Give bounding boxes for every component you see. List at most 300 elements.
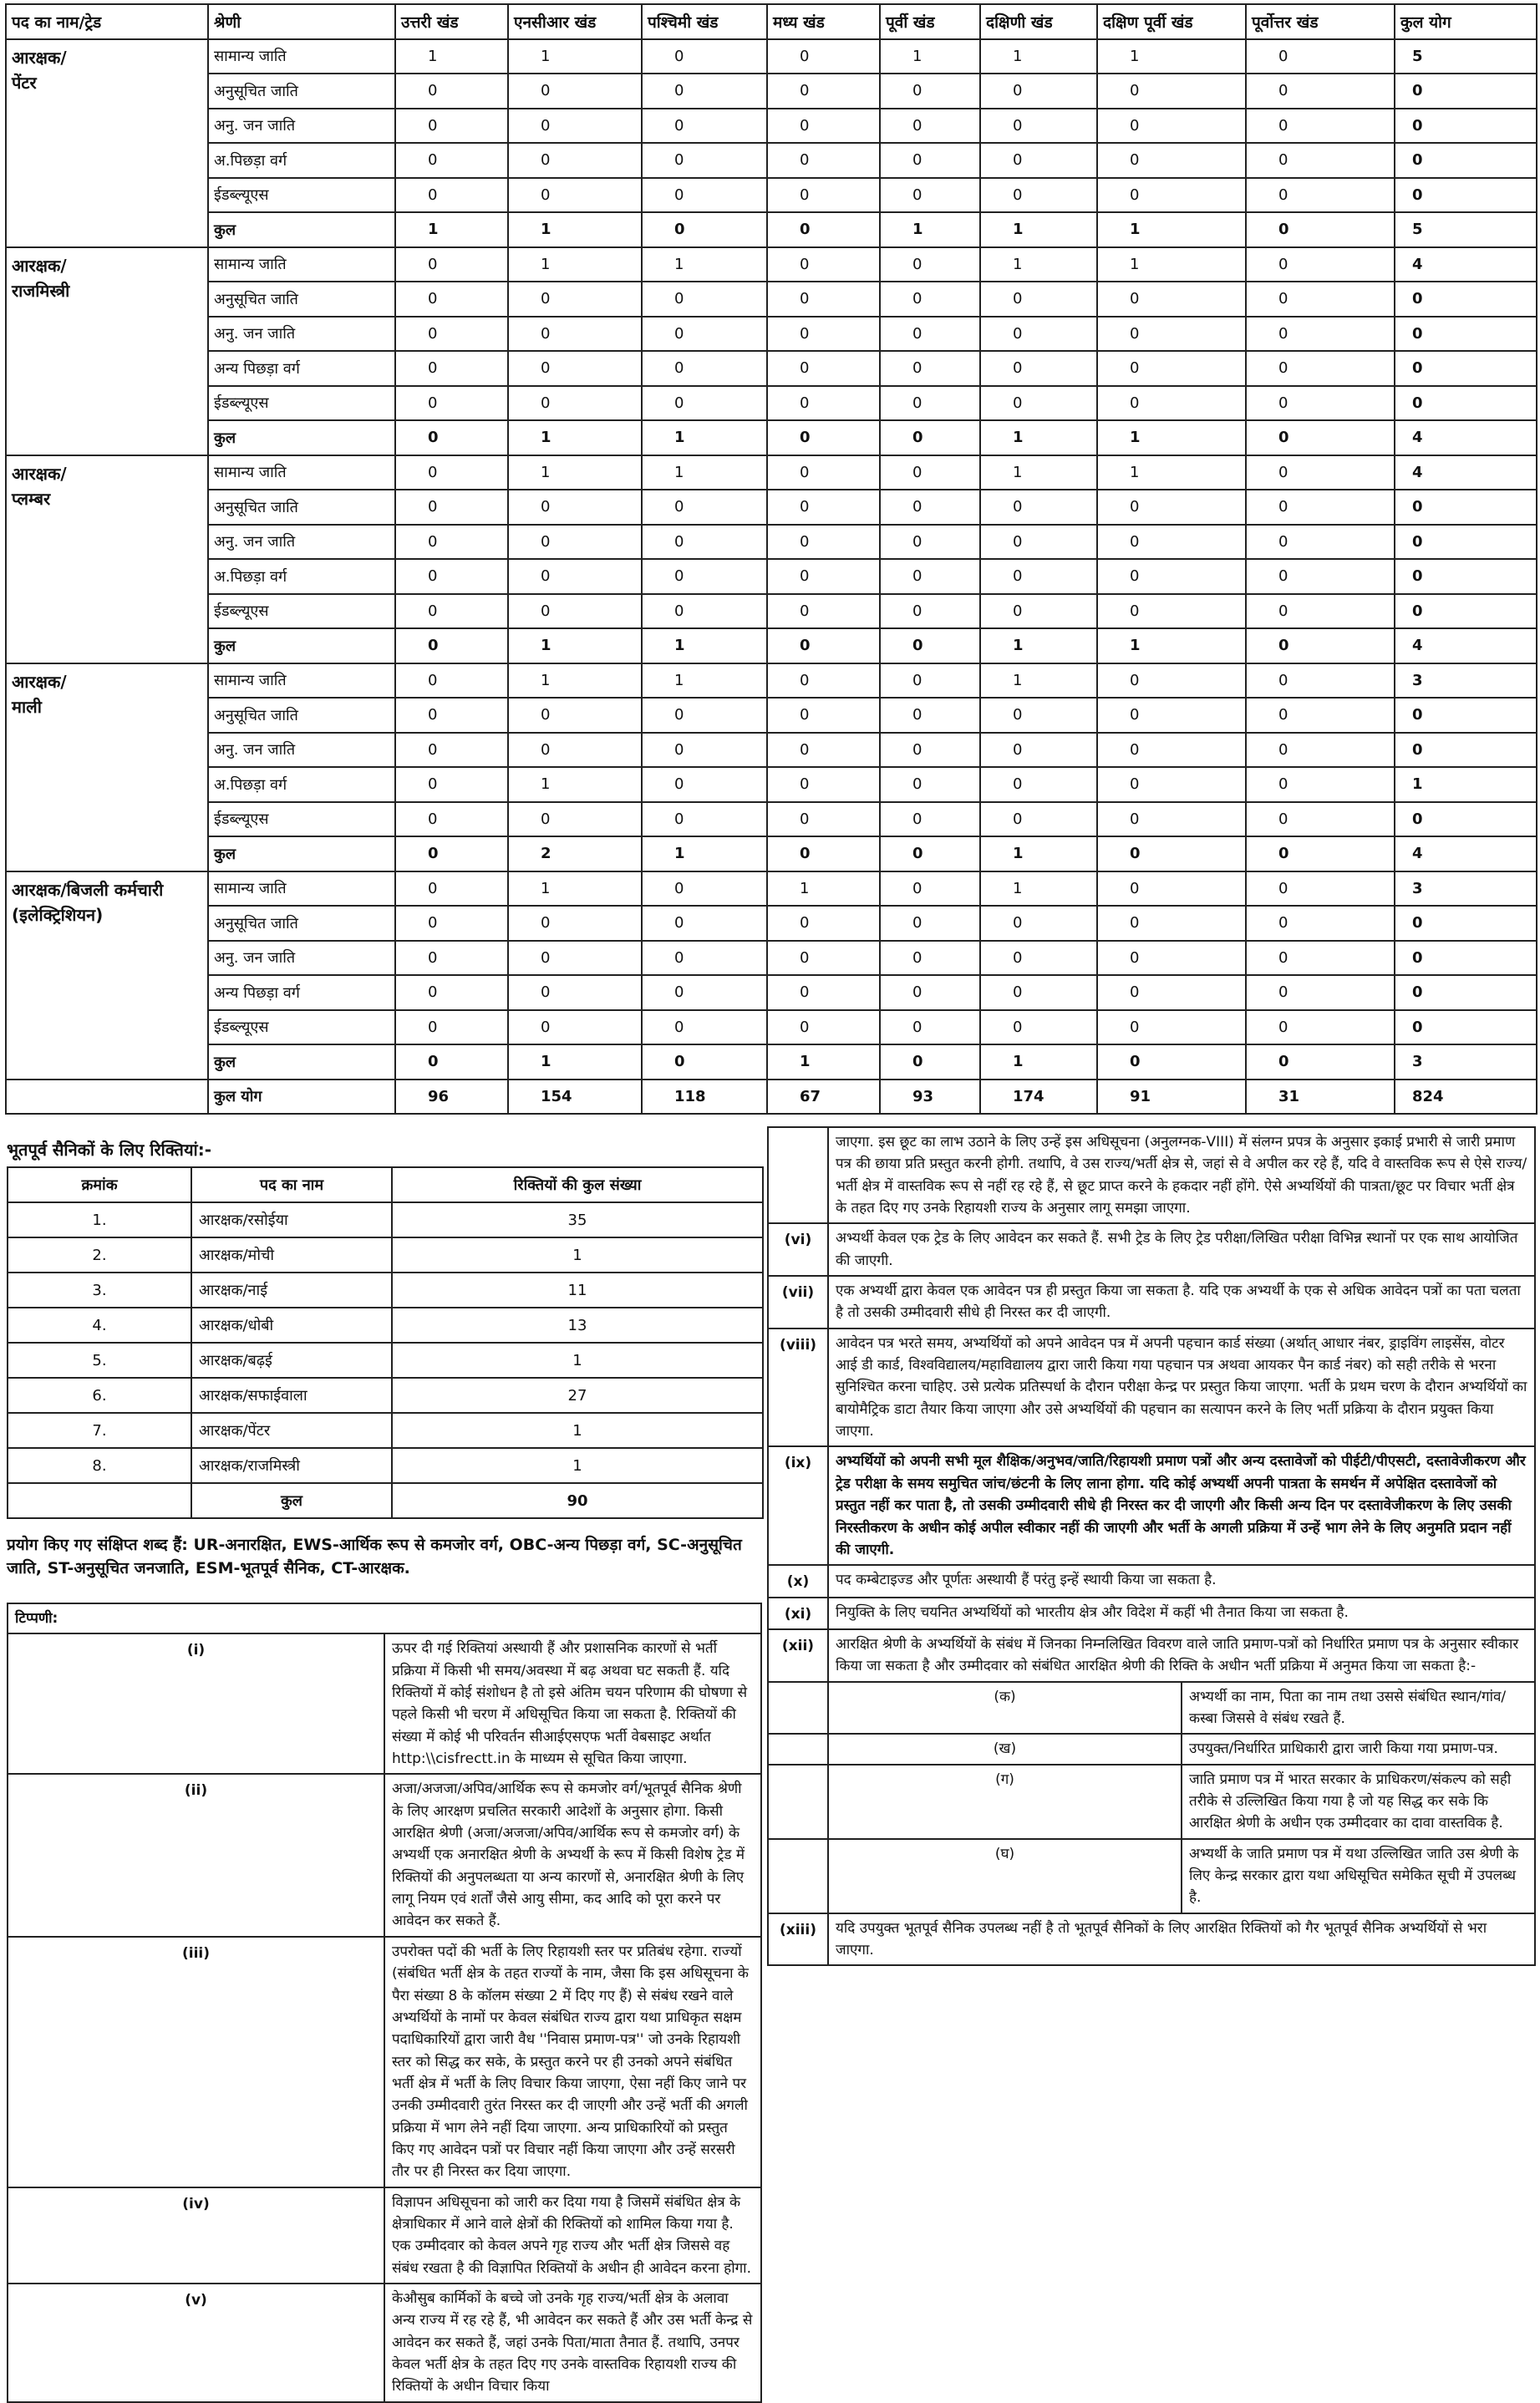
row-total-cell: 0 [1395,802,1537,837]
esm-post-cell: आरक्षक/मोची [191,1237,392,1273]
count-cell: 0 [980,1010,1097,1045]
count-cell: 0 [880,1010,980,1045]
count-cell: 0 [1246,906,1395,941]
esm-row [8,1343,763,1378]
table-row [6,767,1537,802]
count-cell: 1 [767,871,880,907]
post-name-cell [6,663,208,871]
notes-right-table [767,1126,1536,1966]
count-cell: 0 [880,109,980,144]
row-total-cell: 0 [1395,178,1537,213]
count-cell: 0 [642,39,767,74]
count-cell: 0 [767,1010,880,1045]
count-cell: 1 [508,663,642,699]
count-cell: 1 [508,871,642,907]
count-cell: 0 [395,525,508,560]
post-name-cell [6,871,208,1080]
category-cell: अनुसूचित जाति [208,74,395,109]
count-cell: 0 [395,386,508,421]
count-cell: 0 [880,317,980,352]
count-cell: 0 [508,386,642,421]
row-total-cell: 0 [1395,975,1537,1010]
count-cell: 0 [1097,836,1246,871]
count-cell: 0 [395,351,508,386]
count-cell: 0 [1097,525,1246,560]
count-cell: 0 [1097,941,1246,976]
count-cell: 0 [642,906,767,941]
count-cell: 0 [880,975,980,1010]
count-cell: 0 [880,802,980,837]
count-cell: 0 [395,559,508,594]
category-cell: कुल [208,212,395,247]
post-name-line: प्लम्बर [12,488,51,509]
post-name-line: आरक्षक/ [12,47,67,68]
row-total-cell: 0 [1395,906,1537,941]
count-cell: 0 [508,317,642,352]
count-cell: 0 [642,212,767,247]
esm-header-post: पद का नाम [191,1167,392,1202]
post-name-line: पेंटर [12,72,37,93]
esm-vacancy-table [7,1166,764,1519]
count-cell: 0 [642,941,767,976]
category-cell: अनु. जन जाति [208,733,395,768]
count-cell: 0 [767,247,880,282]
count-cell: 0 [880,906,980,941]
row-total-cell: 0 [1395,1010,1537,1045]
count-cell: 0 [880,836,980,871]
table-row [6,282,1537,317]
count-cell: 0 [395,109,508,144]
count-cell: 0 [1097,490,1246,525]
column-header: कुल योग [1395,4,1537,39]
note-number: (iii) [8,1937,384,2187]
grand-total-cell: 67 [767,1080,880,1115]
count-cell: 0 [980,74,1097,109]
count-cell: 0 [1246,212,1395,247]
count-cell: 0 [1097,386,1246,421]
count-cell: 0 [980,975,1097,1010]
column-header: श्रेणी [208,4,395,39]
count-cell: 0 [767,941,880,976]
count-cell: 0 [395,767,508,802]
note-row [8,2187,761,2284]
count-cell: 0 [642,74,767,109]
subtotal-row [6,628,1537,663]
note-sub-row [768,1765,1535,1839]
count-cell: 0 [508,109,642,144]
count-cell: 0 [1246,525,1395,560]
count-cell: 0 [1246,109,1395,144]
note-number: (vi) [768,1223,828,1276]
table-row [6,941,1537,976]
count-cell: 0 [880,455,980,490]
count-cell: 1 [508,767,642,802]
esm-post-cell: आरक्षक/पेंटर [191,1413,392,1448]
count-cell: 0 [395,1010,508,1045]
post-name-line: आरक्षक/ [12,463,67,484]
count-cell: 0 [642,525,767,560]
count-cell: 1 [980,871,1097,907]
count-cell: 0 [508,941,642,976]
count-cell: 0 [395,282,508,317]
esm-serial-cell: 6. [8,1378,191,1413]
count-cell: 0 [767,178,880,213]
count-cell: 0 [980,906,1097,941]
count-cell: 0 [980,802,1097,837]
count-cell: 1 [395,39,508,74]
count-cell: 0 [767,698,880,733]
count-cell: 0 [395,906,508,941]
table-row [6,698,1537,733]
note-number: (viii) [768,1329,828,1447]
count-cell: 0 [642,871,767,907]
count-cell: 0 [395,1044,508,1080]
count-cell: 1 [980,247,1097,282]
category-cell: कुल [208,836,395,871]
count-cell: 1 [508,628,642,663]
table-row [6,386,1537,421]
note-sub-text: उपयुक्त/निर्धारित प्राधिकारी द्वारा जारी किया गया प्रमाण-पत्र. [1182,1734,1535,1764]
esm-row [8,1448,763,1483]
count-cell: 0 [1246,455,1395,490]
count-cell: 0 [1097,767,1246,802]
row-total-cell: 4 [1395,455,1537,490]
count-cell: 0 [1246,39,1395,74]
count-cell: 0 [508,802,642,837]
esm-post-cell: आरक्षक/सफाईवाला [191,1378,392,1413]
count-cell: 0 [880,525,980,560]
note-sub-number: (ग) [828,1765,1182,1839]
count-cell: 0 [508,490,642,525]
table-row [6,559,1537,594]
count-cell: 0 [980,594,1097,629]
count-cell: 0 [880,871,980,907]
count-cell: 0 [767,109,880,144]
category-cell: अनु. जन जाति [208,941,395,976]
count-cell: 0 [642,802,767,837]
column-header: मध्य खंड [767,4,880,39]
post-name-line: माली [12,696,42,717]
count-cell: 1 [1097,247,1246,282]
table-row [6,455,1537,490]
note-row [768,1629,1535,1682]
count-cell: 0 [1097,351,1246,386]
table-row [6,74,1537,109]
category-cell: अन्य पिछड़ा वर्ग [208,975,395,1010]
esm-count-cell: 1 [392,1413,763,1448]
esm-count-cell: 35 [392,1202,763,1237]
note-row [768,1127,1535,1223]
count-cell: 0 [395,143,508,178]
count-cell: 0 [1246,490,1395,525]
count-cell: 1 [980,628,1097,663]
table-row [6,317,1537,352]
count-cell: 0 [880,663,980,699]
count-cell: 0 [395,628,508,663]
note-row [768,1276,1535,1329]
category-cell: अनुसूचित जाति [208,906,395,941]
row-total-cell: 0 [1395,109,1537,144]
count-cell: 0 [880,1044,980,1080]
table-row [6,802,1537,837]
note-row [768,1329,1535,1447]
count-cell: 1 [880,39,980,74]
esm-serial-cell: 7. [8,1413,191,1448]
grand-total-cell: 154 [508,1080,642,1115]
count-cell: 0 [767,559,880,594]
esm-row [8,1202,763,1237]
count-cell: 1 [980,420,1097,455]
note-sub-blank [768,1682,828,1735]
post-name-line: राजमिस्त्री [12,280,70,301]
row-total-cell: 5 [1395,212,1537,247]
count-cell: 0 [767,143,880,178]
count-cell: 0 [980,282,1097,317]
count-cell: 0 [642,1044,767,1080]
row-total-cell: 0 [1395,143,1537,178]
esm-row [8,1378,763,1413]
count-cell: 1 [980,39,1097,74]
count-cell: 1 [642,836,767,871]
post-name-cell [6,247,208,455]
table-row [6,490,1537,525]
count-cell: 0 [642,733,767,768]
esm-serial-cell: 2. [8,1237,191,1273]
count-cell: 0 [1246,663,1395,699]
vacancy-table [5,3,1537,1115]
count-cell: 1 [395,212,508,247]
count-cell: 0 [767,594,880,629]
count-cell: 0 [642,317,767,352]
esm-header-row [8,1167,763,1202]
note-sub-blank [768,1839,828,1913]
count-cell: 0 [395,802,508,837]
esm-serial-cell: 3. [8,1273,191,1308]
row-total-cell: 4 [1395,247,1537,282]
category-cell: कुल [208,420,395,455]
count-cell: 0 [1246,941,1395,976]
count-cell: 0 [1097,282,1246,317]
esm-serial-cell: 5. [8,1343,191,1378]
row-total-cell: 4 [1395,836,1537,871]
row-total-cell: 0 [1395,351,1537,386]
row-total-cell: 0 [1395,386,1537,421]
esm-row [8,1237,763,1273]
note-row [768,1446,1535,1565]
count-cell: 0 [1097,74,1246,109]
column-header: पद का नाम/ट्रेड [6,4,208,39]
count-cell: 0 [642,767,767,802]
count-cell: 0 [767,836,880,871]
count-cell: 0 [508,733,642,768]
table-row [6,39,1537,74]
count-cell: 2 [508,836,642,871]
esm-post-cell: आरक्षक/बढ़ई [191,1343,392,1378]
column-header: उत्तरी खंड [395,4,508,39]
esm-post-cell: आरक्षक/राजमिस्त्री [191,1448,392,1483]
count-cell: 0 [1246,767,1395,802]
category-cell: अनु. जन जाति [208,525,395,560]
row-total-cell: 3 [1395,1044,1537,1080]
note-text: आवेदन पत्र भरते समय, अभ्यर्थियों को अपने आवेदन पत्र में अपनी पहचान कार्ड संख्या (अर्थात् आधार नंबर, ड्राइविंग लाइसेंस, वोटर आई डी कार्ड, विश्वविद्यालय/महाविद्यालय द्वारा जारी किया गया पहचान पत्र अथवा आयकर पैन कार्ड नंबर) को सही तरीके से भरना सुनिश्चित करना चाहिए. उसे प्रत्येक प्रतिस्पर्धा के दौरान परीक्षा केन्द्र पर प्रस्तुत किया जाएगा. भर्ती के प्रथम चरण के दौरान अभ्यर्थियों का बायोमैट्रिक डाटा तैयार किया जाएगा और उसे अभ्यर्थियों की पहचान का सत्यापन करने के लिए भर्ती प्रक्रिया के दौरान प्रयुक्त किया जाएगा. [828,1329,1535,1447]
count-cell: 0 [980,386,1097,421]
count-cell: 0 [395,178,508,213]
note-sub-row [768,1734,1535,1764]
count-cell: 0 [980,733,1097,768]
count-cell: 0 [1097,906,1246,941]
count-cell: 0 [1246,143,1395,178]
note-number [768,1127,828,1223]
note-sub-blank [768,1734,828,1764]
grand-total-cell: 96 [395,1080,508,1115]
post-name-line: आरक्षक/ [12,671,67,692]
count-cell: 0 [395,733,508,768]
row-total-cell: 4 [1395,420,1537,455]
note-text: उपरोक्त पदों की भर्ती के लिए रिहायशी स्तर पर प्रतिबंध रहेगा. राज्यों (संबंधित भर्ती क्षेत्र के तहत राज्यों के नाम, जैसा कि इस अधिसूचना के पैरा संख्या 8 के कॉलम संख्या 2 में दिए गए हैं) से संबंध रखने वाले अभ्यर्थियों के नामों पर केवल संबंधित राज्य द्वारा यथा प्राधिकृत सक्षम पदाधिकारियों द्वारा जारी वैध ''निवास प्रमाण-पत्र'' जो उनके रिहायशी स्तर को सिद्ध कर सके, के प्रस्तुत करने पर ही उनको अपने संबंधित भर्ती क्षेत्र में भर्ती के लिए विचार किया जाएगा, ऐसा नहीं किए जाने पर उनकी उम्मीदवारी तुरंत निरस्त कर दी जाएगी और उन्हें भर्ती की अगली प्रक्रिया में भाग लेने नहीं दिया जाएगा. अन्य प्राधिकारियों को प्रस्तुत किए गए आवेदन पत्रों पर विचार नहीं किया जाएगा और उन्हें सरसरी तौर पर ही निरस्त कर दिया जाएगा. [384,1937,761,2187]
count-cell: 1 [508,39,642,74]
count-cell: 0 [767,525,880,560]
count-cell: 0 [1246,420,1395,455]
count-cell: 0 [880,698,980,733]
grand-total-cell: 31 [1246,1080,1395,1115]
row-total-cell: 0 [1395,490,1537,525]
table-row [6,247,1537,282]
count-cell: 0 [880,628,980,663]
row-total-cell: 1 [1395,767,1537,802]
category-cell: ईडब्ल्यूएस [208,1010,395,1045]
esm-post-cell: आरक्षक/रसोईया [191,1202,392,1237]
count-cell: 0 [980,941,1097,976]
column-header: एनसीआर खंड [508,4,642,39]
count-cell: 1 [642,247,767,282]
note-text: यदि उपयुक्त भूतपूर्व सैनिक उपलब्ध नहीं है तो भूतपूर्व सैनिकों के लिए आरक्षित रिक्तियों को गैर भूतपूर्व सैनिक अभ्यर्थियों से भरा जाएगा. [828,1913,1535,1966]
table-row [6,733,1537,768]
count-cell: 0 [395,420,508,455]
count-cell: 0 [508,698,642,733]
count-cell: 0 [767,906,880,941]
count-cell: 0 [767,975,880,1010]
note-row [768,1565,1535,1597]
category-cell: अनु. जन जाति [208,109,395,144]
count-cell: 0 [1097,663,1246,699]
note-sub-number: (घ) [828,1839,1182,1913]
note-number: (xii) [768,1629,828,1682]
count-cell: 0 [1097,143,1246,178]
count-cell: 0 [642,109,767,144]
count-cell: 0 [880,941,980,976]
note-text: अभ्यर्थी केवल एक ट्रेड के लिए आवेदन कर सकते हैं. सभी ट्रेड के लिए ट्रेड परीक्षा/लिखित परीक्षा विभिन्न स्थानों पर एक साथ आयोजित की जाएगी. [828,1223,1535,1276]
count-cell: 0 [1246,802,1395,837]
note-text: नियुक्ति के लिए चयनित अभ्यर्थियों को भारतीय क्षेत्र और विदेश में कहीं भी तैनात किया जा सकता है. [828,1598,1535,1629]
note-sub-number: (ख) [828,1734,1182,1764]
count-cell: 0 [980,109,1097,144]
count-cell: 0 [642,698,767,733]
post-name-cell [6,455,208,663]
table-row [6,871,1537,907]
esm-total-label: कुल [191,1483,392,1518]
grand-total-row [6,1080,1537,1115]
count-cell: 0 [1097,1010,1246,1045]
count-cell: 0 [1246,698,1395,733]
count-cell: 0 [1097,975,1246,1010]
table-row [6,663,1537,699]
count-cell: 0 [767,74,880,109]
abbreviations-note: प्रयोग किए गए संक्षिप्त शब्द हैं: UR-अनारक्षित, EWS-आर्थिक रूप से कमजोर वर्ग, OBC-अन्य पिछड़ा वर्ग, SC-अनुसूचित जाति, ST-अनुसूचित जनजाति, ESM-भूतपूर्व सैनिक, CT-आरक्षक. [7,1536,742,1577]
count-cell: 0 [980,559,1097,594]
esm-count-cell: 1 [392,1237,763,1273]
count-cell: 0 [980,351,1097,386]
subtotal-row [6,420,1537,455]
note-sub-row [768,1839,1535,1913]
note-number: (xi) [768,1598,828,1629]
count-cell: 0 [642,143,767,178]
esm-header-count: रिक्तियों की कुल संख्या [392,1167,763,1202]
count-cell: 0 [395,74,508,109]
note-row [768,1223,1535,1276]
count-cell: 0 [508,975,642,1010]
count-cell: 1 [642,663,767,699]
post-name-line: (इलेक्ट्रिशियन) [12,904,104,925]
count-cell: 0 [767,317,880,352]
count-cell: 0 [1097,1044,1246,1080]
note-text: अजा/अजजा/अपिव/आर्थिक रूप से कमजोर वर्ग/भूतपूर्व सैनिक श्रेणी के लिए आरक्षण प्रचलित सरकारी आदेशों के अनुसार होगा. किसी आरक्षित श्रेणी (अजा/अजजा/अपिव/आर्थिक रूप से कमजोर वर्ग) के अभ्यर्थी एक अनारक्षित श्रेणी के अभ्यर्थी के रूप में किसी विशेष ट्रेड में रिक्तियों की अनुपलब्धता या अन्य कारणों से, अनारक्षित श्रेणी के लिए लागू नियम एवं शर्तों जैसे आयु सीमा, कद आदि को पूरा करने पर आवेदन कर सकते हैं. [384,1774,761,1936]
count-cell: 0 [767,767,880,802]
table-row [6,109,1537,144]
note-sub-row [768,1682,1535,1735]
row-total-cell: 0 [1395,559,1537,594]
subtotal-row [6,836,1537,871]
category-cell: कुल [208,628,395,663]
count-cell: 0 [395,317,508,352]
esm-serial-cell: 1. [8,1202,191,1237]
esm-serial-cell: 4. [8,1308,191,1343]
count-cell: 0 [880,594,980,629]
count-cell: 0 [980,143,1097,178]
column-header: पश्चिमी खंड [642,4,767,39]
count-cell: 0 [1246,559,1395,594]
count-cell: 0 [767,802,880,837]
category-cell: सामान्य जाति [208,663,395,699]
count-cell: 0 [767,351,880,386]
note-text: अभ्यर्थियों को अपनी सभी मूल शैक्षिक/अनुभव/जाति/रिहायशी प्रमाण पत्रों और अन्य दस्तावेजों को पीईटी/पीएसटी, दस्तावेजीकरण और ट्रेड परीक्षा के समय समुचित जांच/छंटनी के लिए लाना होगा. यदि कोई अभ्यर्थी अपनी पात्रता के समर्थन में अपेक्षित दस्तावेजों को प्रस्तुत नहीं कर पाता है, तो उसकी उम्मीदवारी सीधे ही निरस्त कर दी जाएगी और किसी अन्य दिन पर दस्तावेजीकरण के लिए उसकी निरस्तीकरण के अधीन कोई अपील स्वीकार नहीं की जाएगी और भर्ती के अगली प्रक्रिया में उन्हें भाग लेने के लिए अनुमति प्रदान नहीं की जाएगी. [828,1446,1535,1565]
count-cell: 0 [1246,351,1395,386]
count-cell: 1 [767,1044,880,1080]
count-cell: 0 [980,490,1097,525]
count-cell: 0 [642,386,767,421]
column-header: पूर्वोत्तर खंड [1246,4,1395,39]
count-cell: 0 [1246,178,1395,213]
count-cell: 0 [508,143,642,178]
note-number: (ii) [8,1774,384,1936]
count-cell: 0 [1097,594,1246,629]
note-number: (i) [8,1633,384,1774]
count-cell: 1 [642,455,767,490]
note-row [768,1598,1535,1629]
count-cell: 0 [767,490,880,525]
category-cell: अनु. जन जाति [208,317,395,352]
count-cell: 1 [642,628,767,663]
count-cell: 0 [980,698,1097,733]
count-cell: 1 [1097,212,1246,247]
row-total-cell: 0 [1395,733,1537,768]
row-total-cell: 4 [1395,628,1537,663]
count-cell: 0 [880,559,980,594]
count-cell: 0 [767,733,880,768]
count-cell: 0 [1246,628,1395,663]
esm-serial-cell: 8. [8,1448,191,1483]
count-cell: 0 [1246,74,1395,109]
count-cell: 0 [1246,836,1395,871]
